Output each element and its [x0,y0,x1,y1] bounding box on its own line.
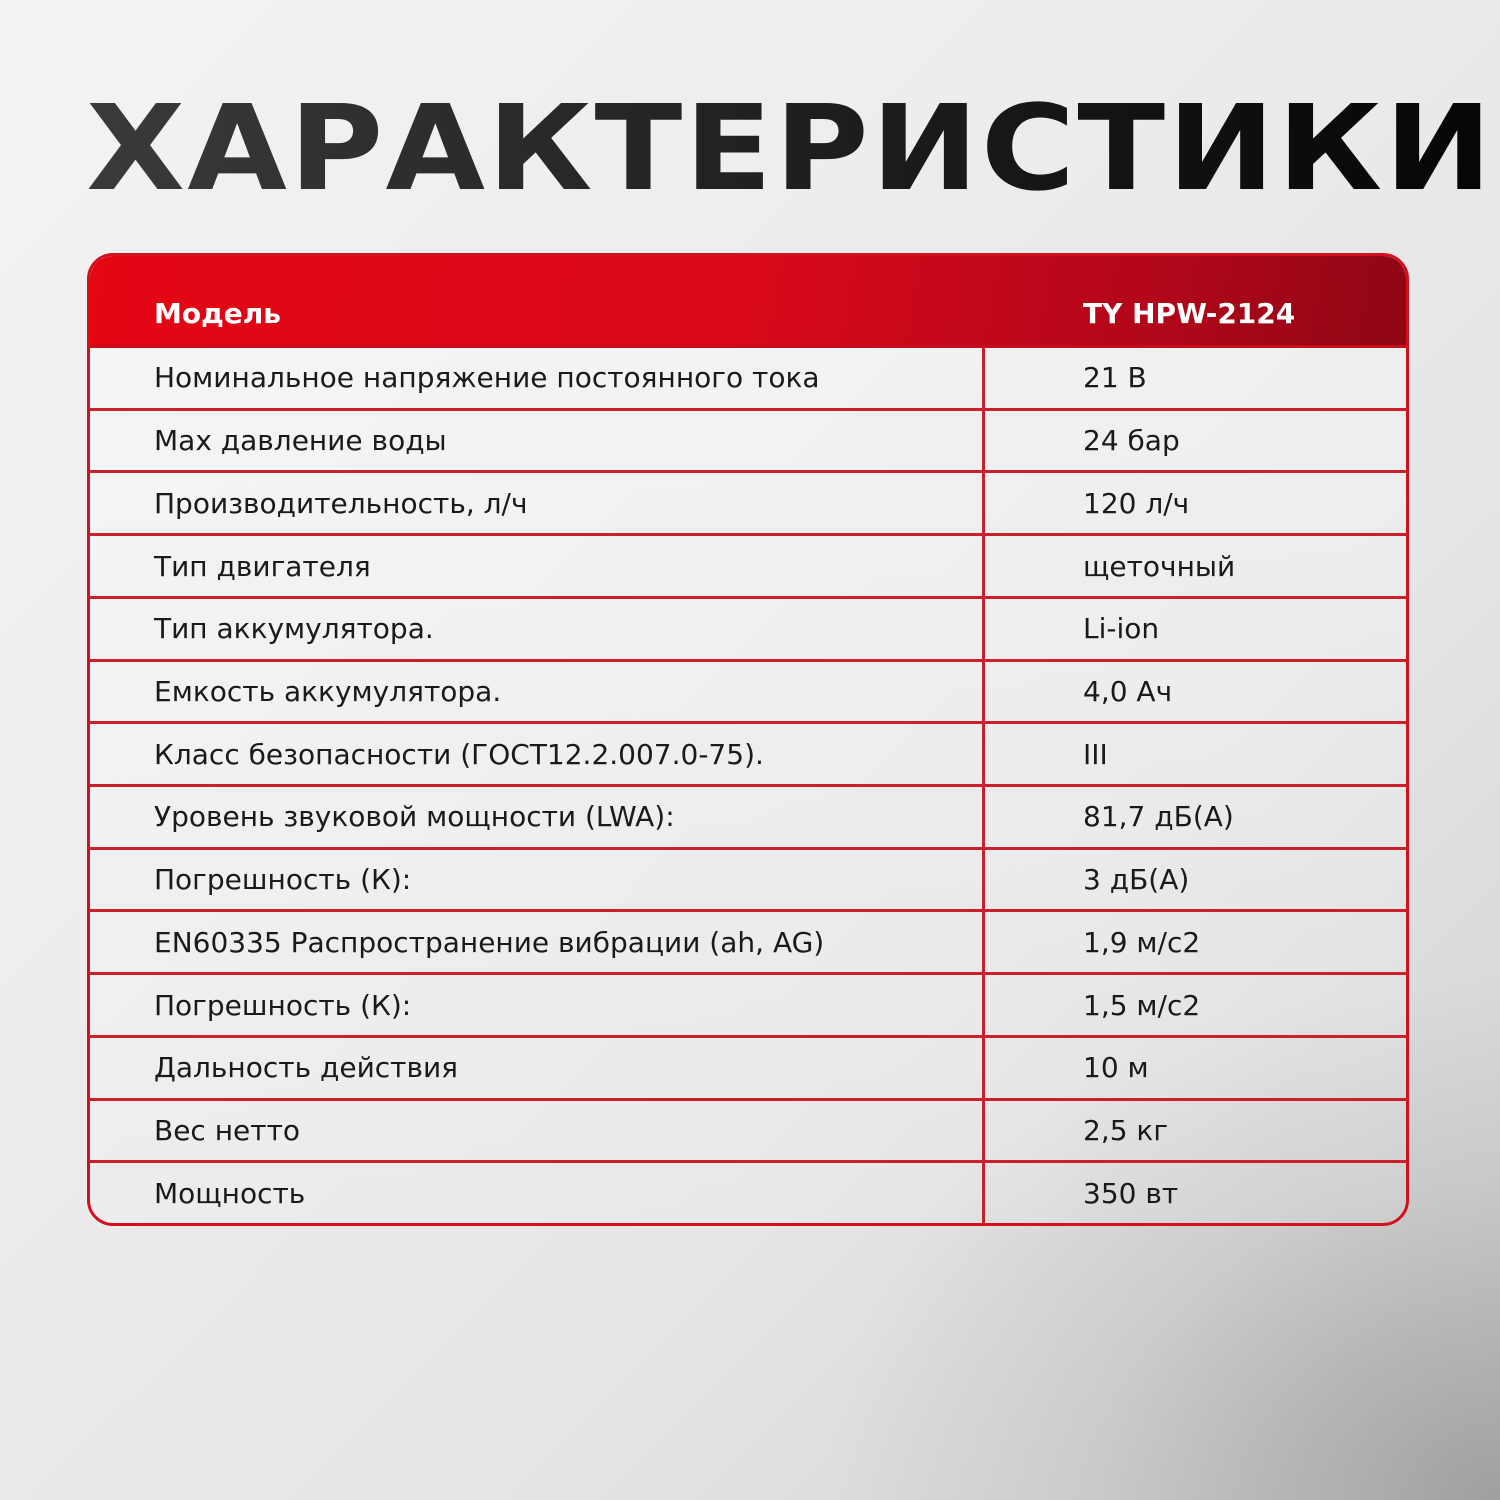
table-row [90,1038,1406,1101]
row-label: Тип аккумулятора. [90,599,985,659]
row-label: Max давление воды [90,411,985,471]
table-row [90,599,1406,662]
row-label: Тип двигателя [90,536,985,596]
row-label: Погрешность (К): [90,850,985,910]
table-row [90,787,1406,850]
row-label: Уровень звуковой мощности (LWA): [90,787,985,847]
row-value: 350 вт [1083,1176,1179,1210]
table-row [90,473,1406,536]
table-row [90,411,1406,474]
row-label: Производительность, л/ч [90,473,985,533]
page-title: ХАРАКТЕРИСТИКИ [86,79,1495,217]
row-label: Погрешность (К): [90,975,985,1035]
row-value: щеточный [1083,549,1236,583]
row-label: Класс безопасности (ГОСТ12.2.007.0-75). [90,724,985,784]
table-row [90,536,1406,599]
row-label: Номинальное напряжение постоянного тока [90,348,985,408]
table-header-row [90,256,1406,348]
specifications-table [87,253,1409,1226]
row-value: 21 В [1083,361,1147,395]
table-row [90,912,1406,975]
header-label: Модель [154,297,281,330]
row-value: 10 м [1083,1051,1149,1085]
table-row [90,724,1406,787]
row-label: Вес нетто [90,1101,985,1161]
row-value: 3 дБ(А) [1083,863,1190,897]
row-value: 4,0 Ач [1083,674,1173,708]
table-row [90,662,1406,725]
row-value: III [1083,737,1108,771]
row-value: 81,7 дБ(А) [1083,800,1234,834]
row-value: Li-ion [1083,612,1160,646]
row-value: 1,5 м/с2 [1083,988,1201,1022]
row-value: 24 бар [1083,424,1180,458]
row-value: 1,9 м/с2 [1083,925,1201,959]
header-model-value: TY HPW-2124 [1083,297,1296,330]
row-label: Емкость аккумулятора. [90,662,985,722]
row-label: Дальность действия [90,1038,985,1098]
row-label: Мощность [90,1163,985,1223]
row-label: EN60335 Распространение вибрации (ah, AG) [90,912,985,972]
table-row [90,850,1406,913]
table-row [90,975,1406,1038]
row-value: 2,5 кг [1083,1113,1169,1147]
row-value: 120 л/ч [1083,486,1190,520]
table-row [90,348,1406,411]
table-row [90,1163,1406,1223]
table-row [90,1101,1406,1164]
